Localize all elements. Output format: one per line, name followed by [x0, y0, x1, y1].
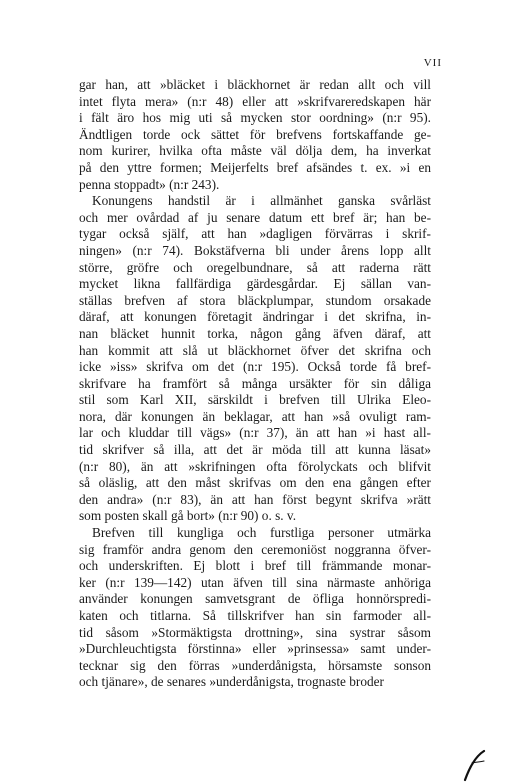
- text-line: så oläslig, att den måst skrifvas om den ena gången efter: [79, 475, 431, 491]
- text-line: Brefven till kungliga och furstliga personer utmärka: [92, 525, 431, 541]
- text-line: katen och titlarna. Så tillskrifver han sin farmoder all-: [79, 608, 431, 623]
- text-line: lar och kluddar till vägs» (n:r 37), än att han »i hast all-: [79, 425, 431, 441]
- text-line: stil som Karl XII, särskildt i brefven till Ulrika Eleo-: [79, 392, 431, 408]
- page-number: VII: [423, 57, 442, 69]
- text-line: på den yttre formen; Meijerfelts bref afsändes t. ex. »i en: [79, 159, 431, 175]
- text-line: Konungens handstil är i allmänhet ganska svårläst: [92, 193, 431, 209]
- text-line: ningen» (n:r 74). Bokstäfverna bli under årens lopp allt: [79, 242, 431, 258]
- text-line: sig framför andra genom den ceremoniöst noggranna öfver-: [79, 541, 431, 557]
- text-line: och mer ovårdad af ju senare datum ett bref är; han be-: [79, 209, 431, 225]
- text-line: i fält äro hos mig uti så mycken stor oordning» (n:r 95).: [79, 110, 431, 126]
- text-line: »Durchleuchtigsta förstinna» eller »prinsessa» samt under-: [79, 641, 431, 657]
- text-line: (n:r 80), än att »skrifningen ofta förolyckats och blifvit: [79, 458, 431, 474]
- text-line: skrifvare ha framfört så många ursäkter för sin dåliga: [79, 375, 431, 391]
- text-line: ker (n:r 139—142) utan äfven till sina närmaste anhöriga: [79, 574, 431, 590]
- text-line: Ändtligen torde ock sättet för brefvens fortskaffande ge-: [79, 126, 431, 142]
- text-line: icke »iss» skrifva om det (n:r 195). Också torde få bref-: [79, 359, 431, 375]
- text-line: tid skrifver så illa, att det är möda till att kunna läsat»: [79, 442, 431, 458]
- text-line: tygar också själf, att han »dagligen förvärras i skrif-: [79, 226, 431, 242]
- text-line: tecknar sig den förras »underdånigsta, hörsamste sonson: [79, 657, 431, 673]
- text-line: han kommit att slå ut bläckhornet öfver det skrifna och: [79, 342, 431, 358]
- ink-stroke-mark: [462, 748, 486, 782]
- text-line: mycket likna fallfärdiga gärdesgårdar. Ej sällan van-: [79, 276, 431, 292]
- text-line: och underskriften. Ej blott i bref till främmande monar-: [79, 558, 431, 574]
- text-line: nan bläcket hunnit torka, någon gång äfven däraf, att: [79, 325, 431, 341]
- text-line: tid såsom »Stormäktigsta drottning», sina systrar såsom: [79, 624, 431, 640]
- text-line: gar han, att »bläcket i bläckhornet är redan allt och vill: [79, 77, 431, 92]
- text-line: använder konungen samvetsgrant de öfliga honnörspredi-: [79, 591, 431, 607]
- text-line: den andra» (n:r 83), än att han först begynt skrifva »rätt: [79, 491, 431, 507]
- text-line: ställas brefven af stora bläckplumpar, stundom orsakade: [79, 292, 431, 308]
- text-line: nom kurirer, hvilka ofta måste väl dölja dem, ha inverkat: [79, 143, 431, 159]
- text-line: större, gröfre och oregelbundnare, så att raderna rätt: [79, 259, 431, 275]
- text-line: och tjänare», de senares »underdånigsta, trognaste broder: [79, 674, 384, 690]
- text-line: penna stoppadt» (n:r 243).: [79, 176, 220, 192]
- body-text: [79, 77, 431, 691]
- text-line: som posten skall gå bort» (n:r 90) o. s. v.: [79, 508, 297, 524]
- text-line: däraf, att konungen företagit ändringar i det skrifna, in-: [79, 309, 431, 325]
- text-line: intet flyta mera» (n:r 48) eller att »skrifvareredskapen här: [79, 93, 431, 109]
- text-line: nora, där konungen än beklagar, att han »så ovuligt ram-: [79, 408, 431, 424]
